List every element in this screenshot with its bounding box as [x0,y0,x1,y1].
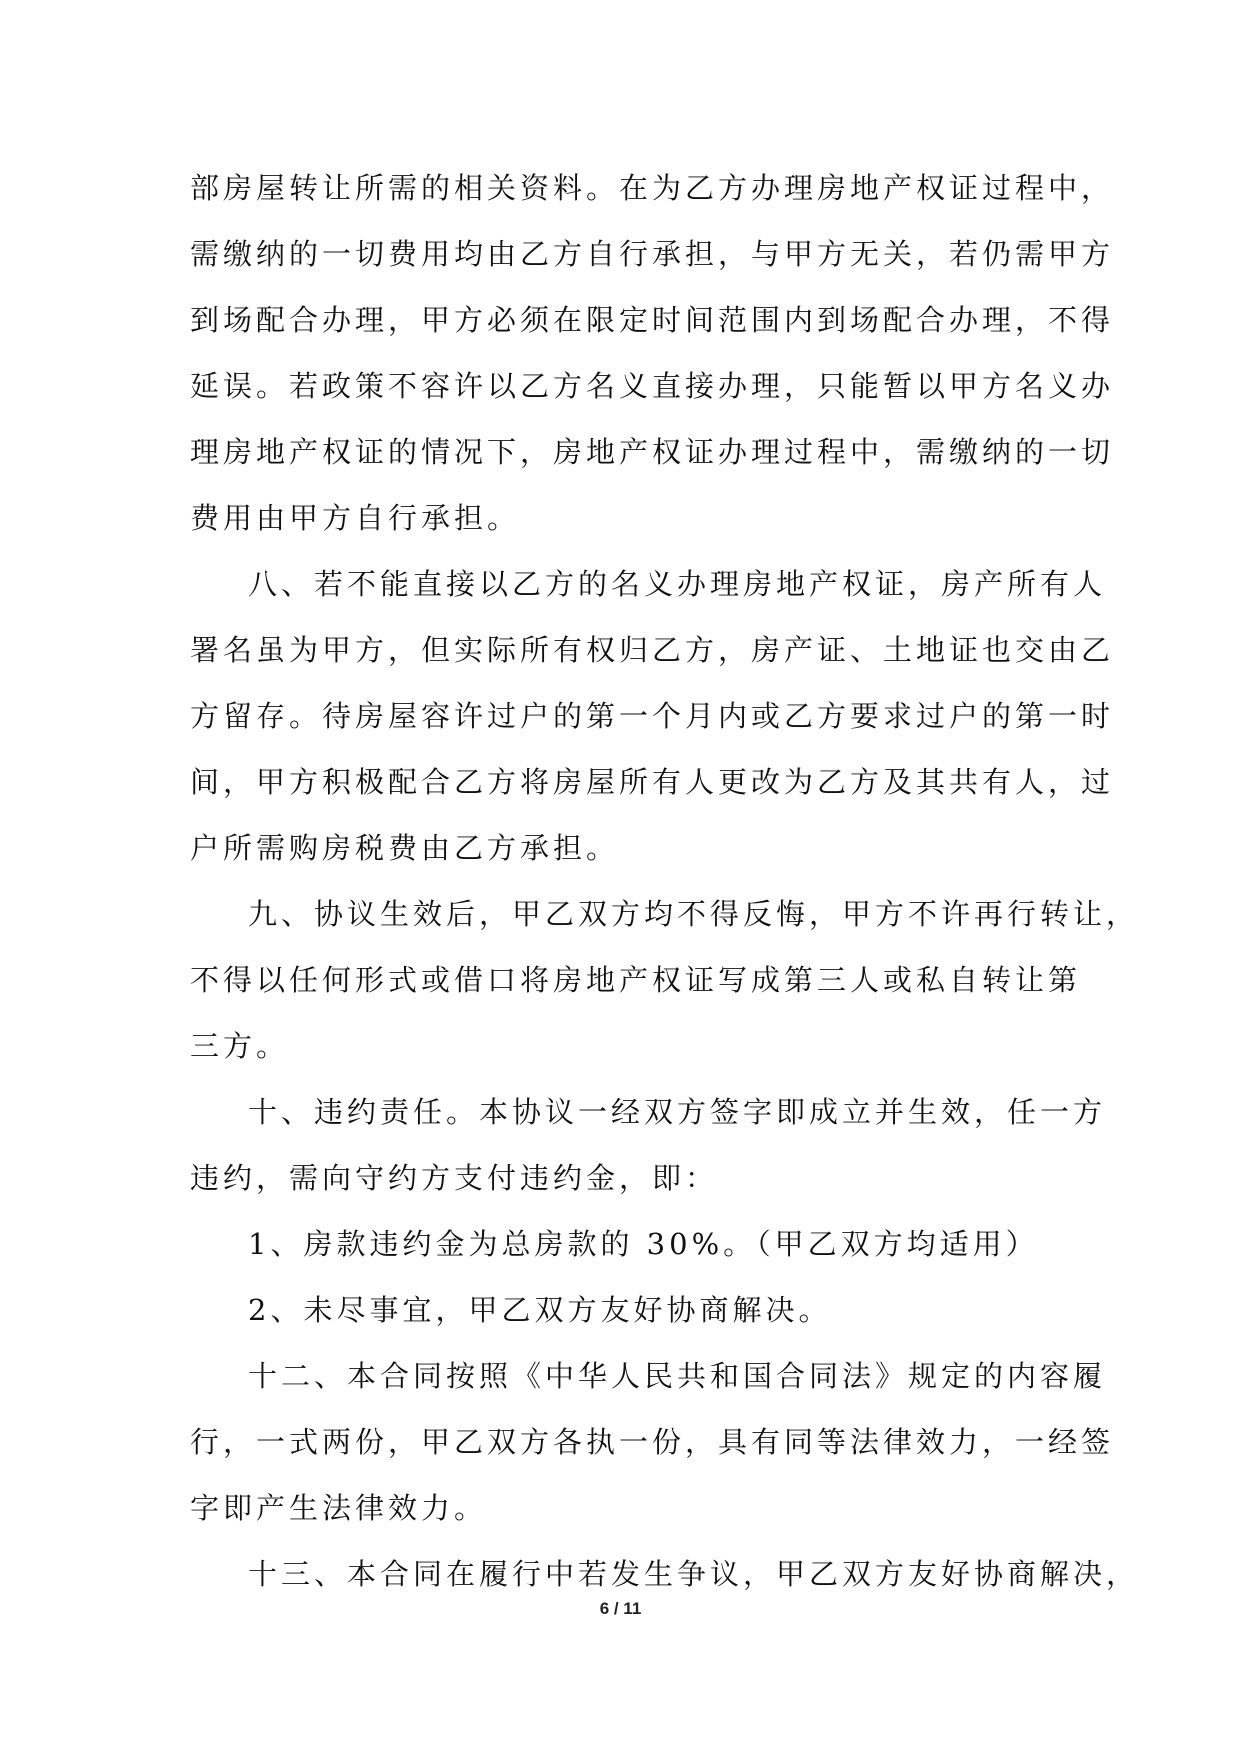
text-line-22: 十三、本合同在履行中若发生争议，甲乙双方友好协商解决， [248,1557,1140,1591]
text-line-12: 九、协议生效后，甲乙双方均不得反悔，甲方不许再行转让， [248,897,1140,931]
text-line-17: 1、房款违约金为总房款的 30%。（甲乙双方均适用） [248,1227,1039,1261]
text-line-11: 户所需购房税费由乙方承担。 [190,831,620,865]
text-line-18: 2、未尽事宜，甲乙双方友好协商解决。 [248,1293,832,1327]
text-line-3: 到场配合办理，甲方必须在限定时间范围内到场配合办理，不得 [190,303,1115,337]
text-line-8: 署名虽为甲方，但实际所有权归乙方，房产证、土地证也交由乙 [190,633,1115,667]
text-line-21: 字即产生法律效力。 [190,1491,488,1525]
page-number: 6 / 11 [599,1599,642,1618]
text-line-13: 不得以任何形式或借口将房地产权证写成第三人或私自转让第 [190,963,1082,997]
text-line-16: 违约，需向守约方支付违约金，即： [190,1161,719,1195]
text-line-14: 三方。 [190,1029,290,1063]
text-line-2: 需缴纳的一切费用均由乙方自行承担，与甲方无关，若仍需甲方 [190,237,1115,271]
text-line-20: 行，一式两份，甲乙双方各执一份，具有同等法律效力，一经签 [190,1425,1115,1459]
text-line-15: 十、违约责任。本协议一经双方签字即成立并生效，任一方 [248,1095,1107,1129]
text-line-9: 方留存。待房屋容许过户的第一个月内或乙方要求过户的第一时 [190,699,1115,733]
text-line-19: 十二、本合同按照《中华人民共和国合同法》规定的内容履 [248,1359,1107,1393]
text-line-4: 延误。若政策不容许以乙方名义直接办理，只能暂以甲方名义办 [190,369,1115,403]
text-line-1: 部房屋转让所需的相关资料。在为乙方办理房地产权证过程中， [190,171,1115,205]
text-line-6: 费用由甲方自行承担。 [190,501,521,535]
document-body [190,155,1140,1607]
text-line-5: 理房地产权证的情况下，房地产权证办理过程中，需缴纳的一切 [190,435,1115,469]
text-line-7: 八、若不能直接以乙方的名义办理房地产权证，房产所有人 [248,567,1107,601]
text-line-10: 间，甲方积极配合乙方将房屋所有人更改为乙方及其共有人，过 [190,765,1115,799]
